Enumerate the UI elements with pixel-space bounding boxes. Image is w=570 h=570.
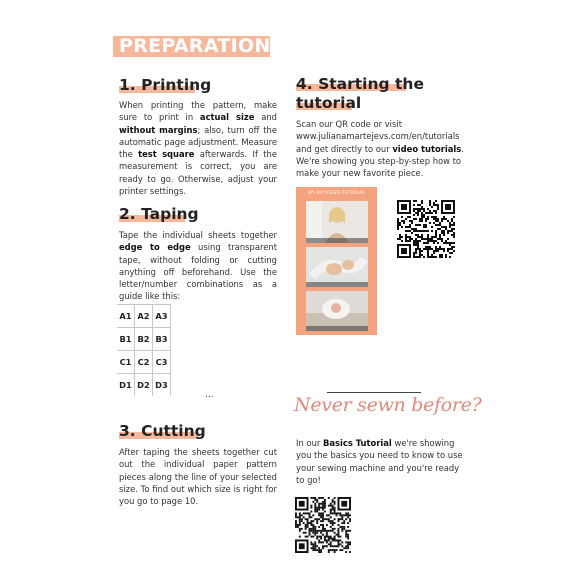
taping-heading: 2. Taping [119, 205, 199, 223]
divider-line [327, 392, 421, 393]
tutorial-heading-line2: tutorial [296, 94, 362, 112]
grid-cell: B1 [117, 328, 135, 351]
basics-text: In our Basics Tutorial we're showing you the basics you need to know to use your sewing machine and you're ready to go! [296, 438, 463, 485]
tutorial-heading-line1: 4. Starting the [296, 75, 424, 93]
printing-heading: 1. Printing [119, 76, 212, 94]
grid-ellipsis: ... [205, 390, 214, 400]
video-panel-label: MY DIY-VIDEO-TUTORIAL [308, 190, 365, 195]
video-tutorial-preview[interactable] [296, 187, 377, 335]
sheet-grid [117, 304, 171, 396]
page-title: PREPARATION [119, 35, 271, 57]
grid-cell: D1 [117, 374, 135, 397]
video-thumbnail-1[interactable] [306, 201, 368, 243]
printing-text: When printing the pattern, make sure to print in actual size and without margins; also, turn off the automatic page adjustment. Measure the test square afterwards. If the measurement is correct, you are ready to go. Otherwise, adjust your printer settings. [119, 100, 277, 197]
grid-cell: A2 [135, 305, 153, 328]
grid-row [117, 374, 171, 397]
grid-cell: A3 [153, 305, 171, 328]
cutting-heading: 3. Cutting [119, 422, 206, 440]
grid-row [117, 328, 171, 351]
grid-cell: D2 [135, 374, 153, 397]
video-thumbnail-3[interactable] [306, 291, 368, 331]
grid-cell: C1 [117, 351, 135, 374]
cutting-text: After taping the sheets together cut out the individual paper pattern pieces along the line of your selected size. To find out which size is right for you go to page 10. [119, 447, 277, 507]
grid-cell: C2 [135, 351, 153, 374]
grid-cell: A1 [117, 305, 135, 328]
video-thumbnail-2[interactable] [306, 247, 368, 287]
grid-cell: B3 [153, 328, 171, 351]
grid-cell: D3 [153, 374, 171, 397]
grid-row [117, 305, 171, 328]
tutorial-text: Scan our QR code or visit www.julianamartejevs.com/en/tutorials and get directly to our video tutorials. We're showing you step-by-step how to make your new favorite piece. [296, 119, 464, 179]
script-title: Never sewn before? [294, 394, 482, 416]
taping-text: Tape the individual sheets together edge to edge using transparent tape, without folding or cutting anything off beforehand. Use the letter/number combinations as a guide like this: [119, 230, 278, 302]
qr-code-icon[interactable] [295, 497, 351, 553]
qr-code-icon[interactable] [397, 200, 455, 258]
grid-cell: B2 [135, 328, 153, 351]
page-title-banner [113, 36, 270, 57]
grid-row [117, 351, 171, 374]
grid-cell: C3 [153, 351, 171, 374]
